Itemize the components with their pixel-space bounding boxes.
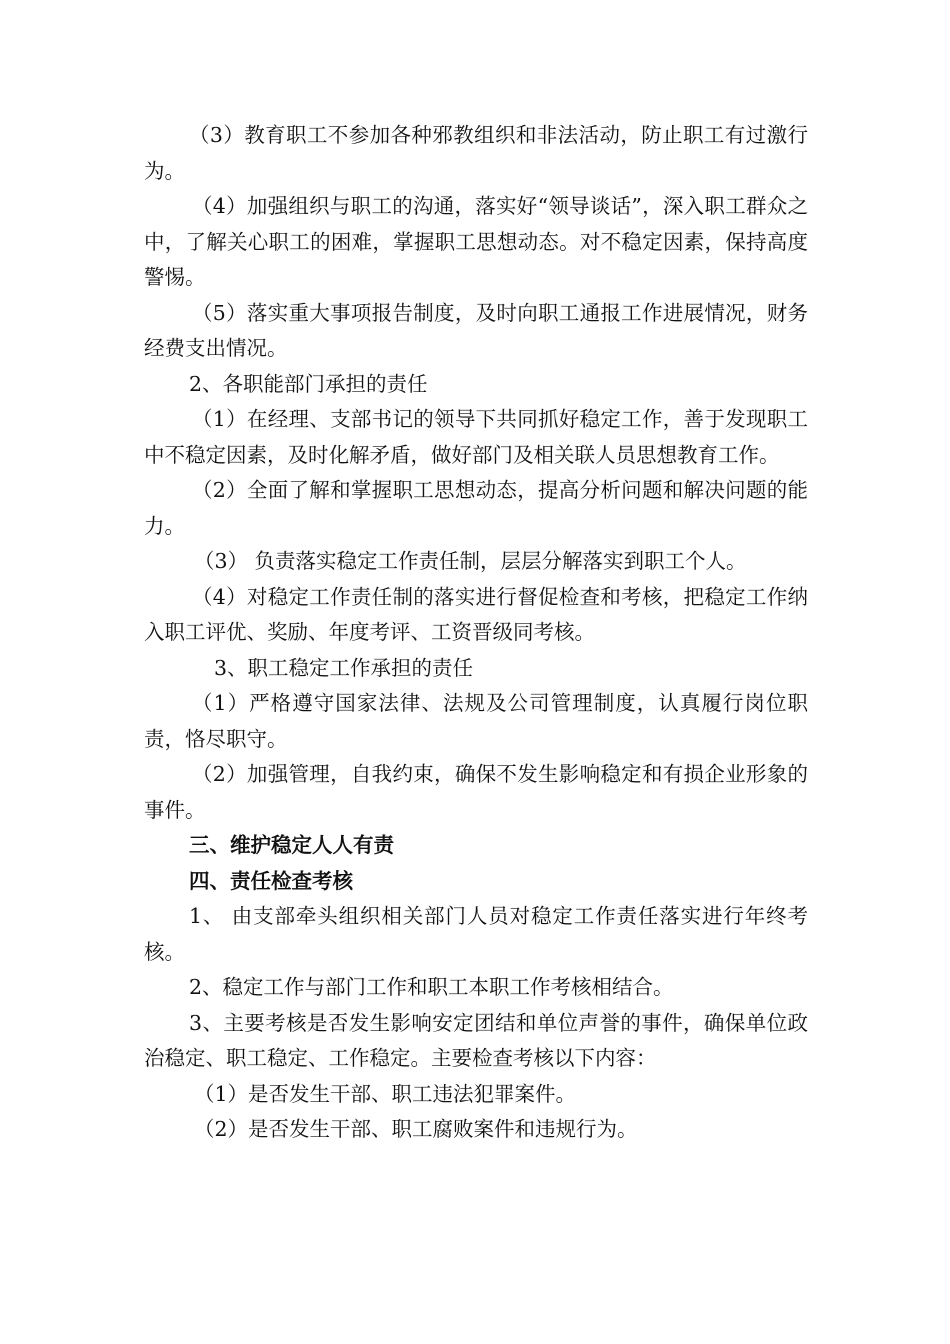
document-page [144,118,808,1148]
chapter-heading-4: 四、责任检查考核 [189,868,353,893]
paragraph-check-3-1: （1）是否发生干部、职工违法犯罪案件。 [194,1081,577,1106]
paragraph-3-2: （2）加强管理，自我约束，确保不发生影响稳定和有损企业形象的事件。 [144,762,808,822]
paragraph-2-4: （4）对稳定工作责任制的落实进行督促检查和考核，把稳定工作纳入职工评优、奖励、年度考评、工资晋级同考核。 [144,584,808,644]
paragraph-item-5: （5）落实重大事项报告制度，及时向职工通报工作进展情况，财务经费支出情况。 [144,300,808,360]
paragraph-3-1: （1）严格遵守国家法律、法规及公司管理制度，认真履行岗位职责，恪尽职守。 [144,691,808,751]
paragraph-2-3: （3） 负责落实稳定工作责任制，层层分解落实到职工个人。 [194,549,747,573]
paragraph-check-3-2: （2）是否发生干部、职工腐败案件和违规行为。 [194,1117,638,1141]
section-heading-3: 3、职工稳定工作承担的责任 [214,655,474,680]
paragraph-item-4: （4）加强组织与职工的沟通，落实好“领导谈话”，深入职工群众之中，了解关心职工的困难，掌握职工思想动态。对不稳定因素，保持高度警惕。 [144,194,808,289]
paragraph-check-1: 1、 由支部牵头组织相关部门人员对稳定工作责任落实进行年终考核。 [144,904,808,964]
chapter-heading-3: 三、维护稳定人人有责 [189,833,394,857]
paragraph-2-1: （1）在经理、支部书记的领导下共同抓好稳定工作，善于发现职工中不稳定因素，及时化解矛盾，做好部门及相关联人员思想教育工作。 [144,407,808,467]
paragraph-item-3: （3）教育职工不参加各种邪教组织和非法活动，防止职工有过激行为。 [144,123,808,183]
paragraph-check-3: 3、主要考核是否发生影响安定团结和单位声誉的事件，确保单位政治稳定、职工稳定、工作稳定。主要检查考核以下内容： [144,1010,808,1070]
section-heading-2: 2、各职能部门承担的责任 [189,371,428,396]
paragraph-2-2: （2）全面了解和掌握职工思想动态，提高分析问题和解决问题的能力。 [144,478,808,538]
paragraph-check-2: 2、稳定工作与部门工作和职工本职工作考核相结合。 [189,975,674,999]
